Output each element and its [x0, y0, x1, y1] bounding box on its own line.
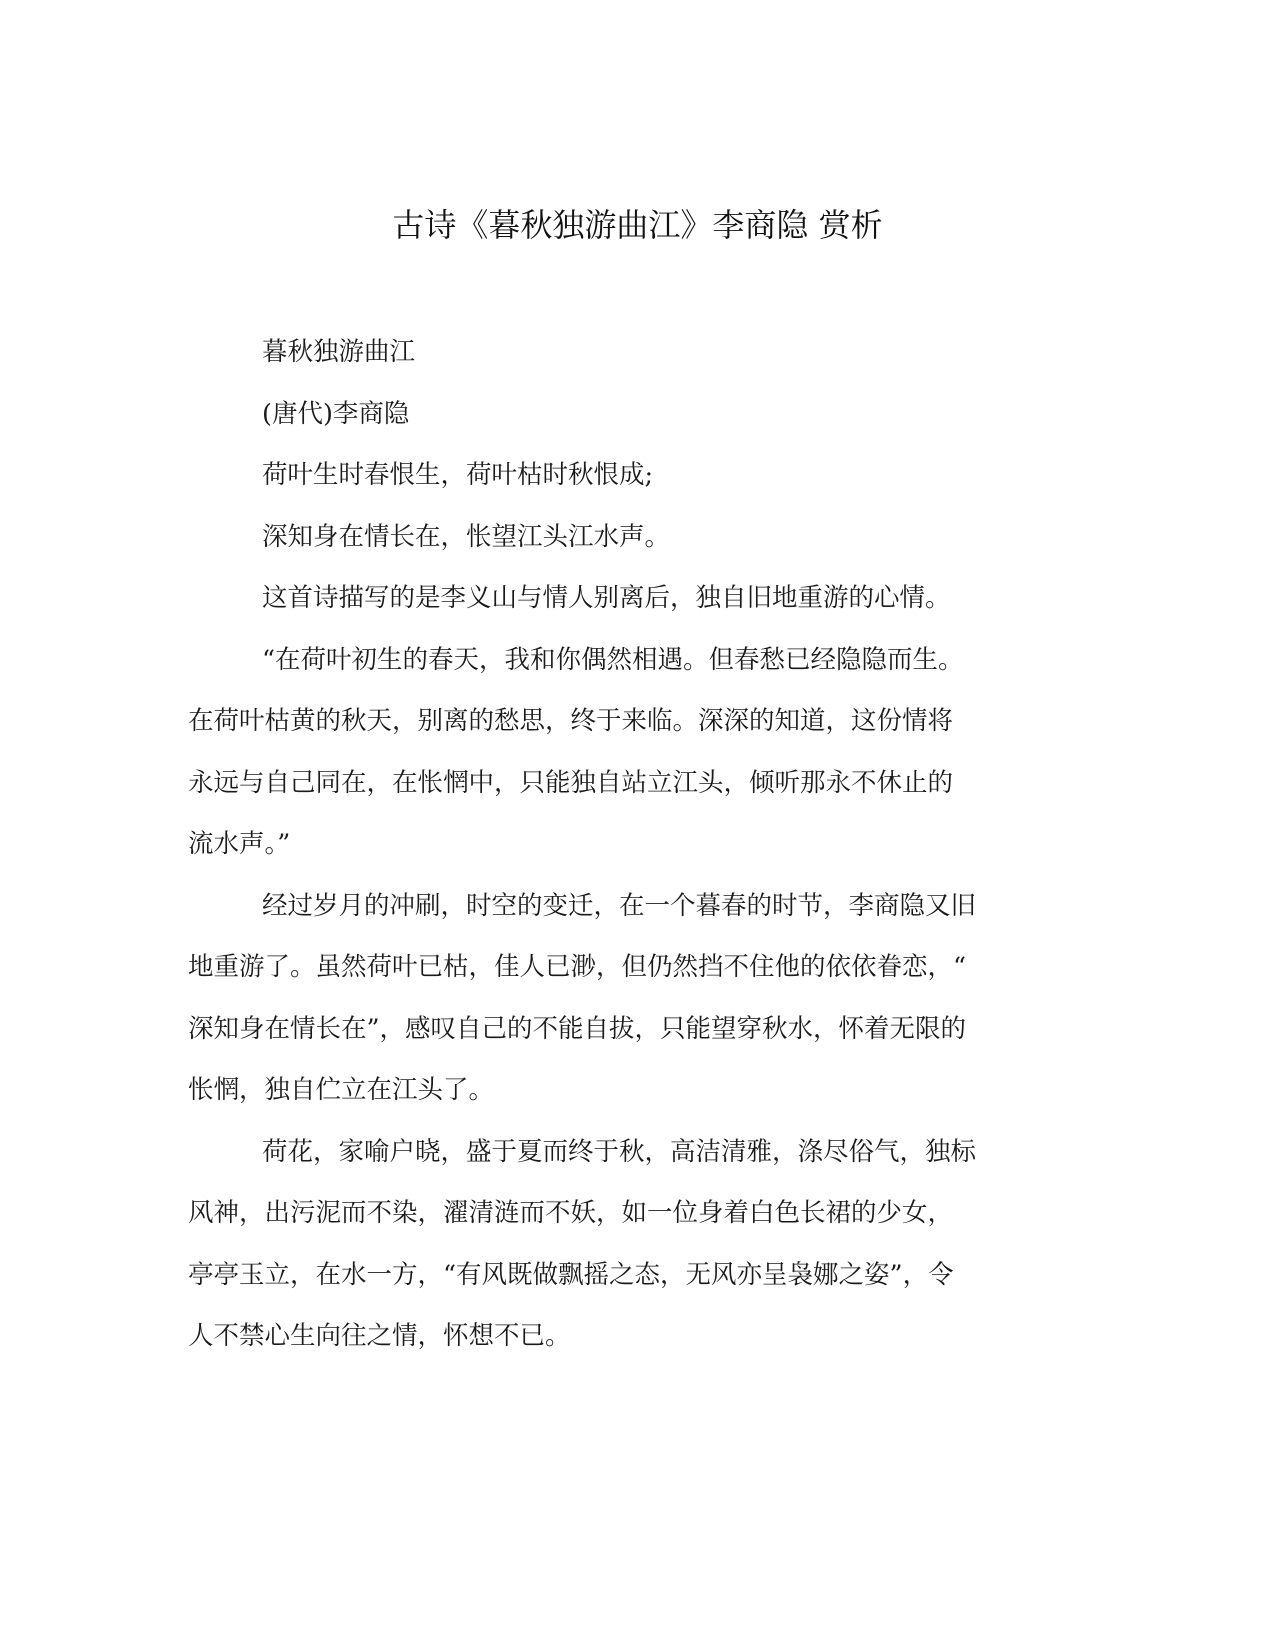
paragraph-line: 人不禁心生向往之情，怀想不已。 [188, 1321, 571, 1351]
paragraph-line: 荷花，家喻户晓，盛于夏而终于秋，高洁清雅，涤尽俗气，独标 [262, 1136, 977, 1167]
document-body [188, 322, 1078, 1368]
poem-verse-line: 荷叶生时春恨生，荷叶枯时秋恨成; [262, 460, 654, 490]
poem-verse-line: 深知身在情长在，怅望江头江水声。 [262, 521, 671, 552]
paragraph-line: 风神，出污泥而不染，濯清涟而不妖，如一位身着白色长裙的少女， [188, 1198, 954, 1228]
paragraph-line: 流水声。” [188, 829, 291, 859]
paragraph-line: 经过岁月的冲刷，时空的变迁，在一个暮春的时节，李商隐又旧 [262, 890, 977, 921]
paragraph-line: 永远与自己同在，在怅惘中，只能独自站立江头，倾听那永不休止的 [188, 767, 954, 798]
paragraph-line: 深知身在情长在”，感叹自己的不能自拔，只能望穿秋水，怀着无限的 [188, 1013, 967, 1044]
paragraph-line: 亭亭玉立，在水一方，“有风既做飘摇之态，无风亦呈袅娜之姿”，令 [188, 1259, 954, 1290]
document-title: 古诗《暮秋独游曲江》李商隐 赏析 [392, 206, 883, 244]
paragraph-line: 在荷叶枯黄的秋天，别离的愁思，终于来临。深深的知道，这份情将 [188, 706, 954, 736]
paragraph-line: 地重游了。虽然荷叶已枯，佳人已渺，但仍然挡不住他的依依眷恋，“ [188, 952, 967, 982]
paragraph-line: “在荷叶初生的春天，我和你偶然相遇。但春愁已经隐隐而生。 [262, 644, 964, 675]
poem-author-line: (唐代)李商隐 [262, 398, 410, 429]
paragraph-line: 怅惘，独自伫立在江头了。 [188, 1075, 495, 1105]
paragraph-line: 这首诗描写的是李义山与情人别离后，独自旧地重游的心情。 [262, 583, 951, 613]
poem-title-line: 暮秋独游曲江 [262, 337, 416, 367]
